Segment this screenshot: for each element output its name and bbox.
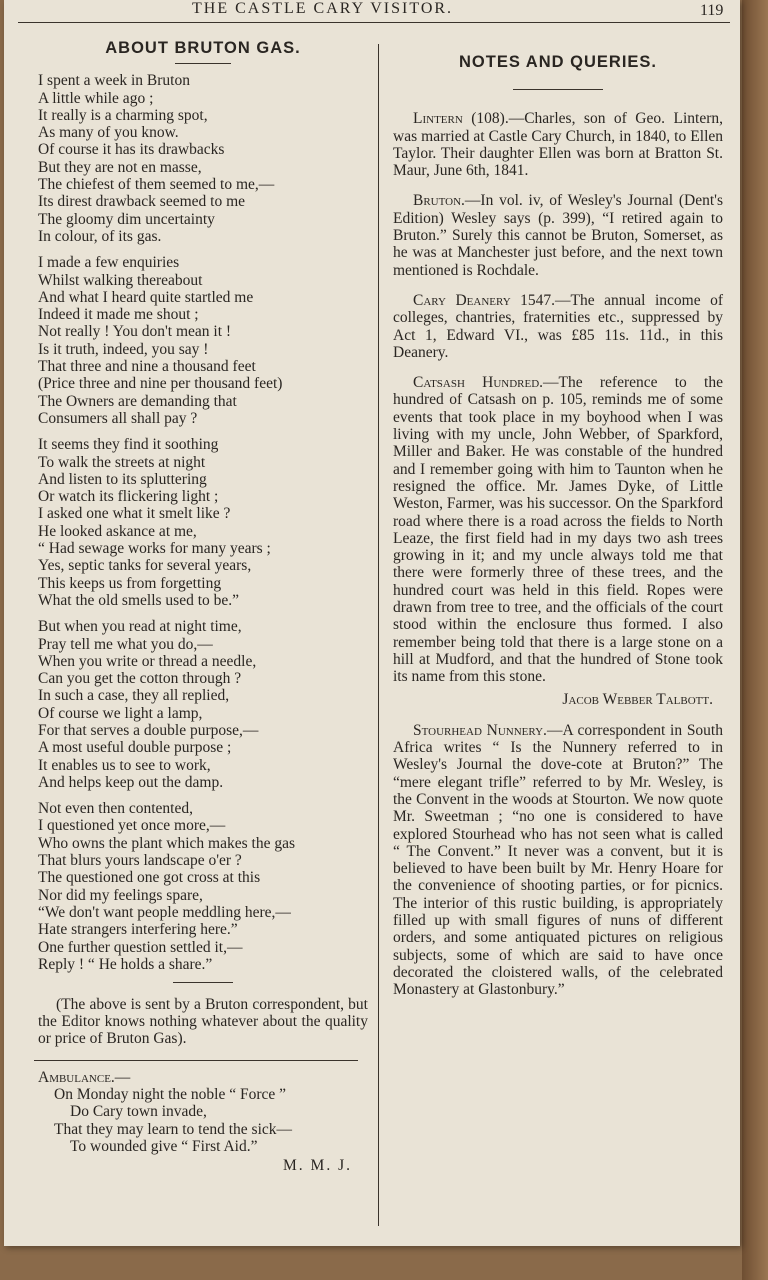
poem-line: Is it truth, indeed, you say ! (38, 340, 209, 358)
note-lead: Cary Deanery (413, 291, 511, 309)
poem-line: The chiefest of them seemed to me,— (38, 176, 275, 194)
ambulance-line: That they may learn to tend the sick— (54, 1120, 293, 1138)
poem-line: (Price three and nine per thousand feet) (38, 375, 283, 393)
poem-line: For that serves a double purpose,— (38, 721, 259, 739)
ambulance-line: On Monday night the noble “ Force ” (54, 1086, 287, 1104)
note-lead: Catsash Hundred. (413, 374, 544, 392)
poem-line: Consumers all shall pay ? (38, 409, 198, 427)
poem-line: Not really ! You don't mean it ! (38, 323, 232, 341)
poem-line: “ Had sewage works for many years ; (38, 540, 271, 558)
poem-line: What the old smells used to be.” (38, 591, 240, 609)
poem-stanza (38, 72, 368, 245)
right-column (393, 52, 723, 1012)
poem-line: Of course it has its drawbacks (38, 141, 225, 159)
note-body: —Charles, son of Geo. Lintern, was married at Castle Cary Church, in 1840, to Ellen Taylor. Their daughter Ellen was born at Bratton St. Maur, June 6th, 1841. (393, 110, 723, 180)
poem-stanza (38, 436, 368, 609)
poem-line: Pray tell me what you do,— (38, 635, 213, 653)
poem-line: Nor did my feelings spare, (38, 886, 203, 904)
title-rule (175, 63, 231, 64)
poem-line: Can you get the cotton through ? (38, 670, 242, 688)
ambulance-heading: Ambulance.— (38, 1068, 131, 1086)
note-body: —The reference to the hundred of Catsash on p. 105, reminds me of some events that took place in my boyhood when I was living with my uncle, John Webber, of Sparkford, Miller and Baker. He was constable of the hundred and I remember going with him to Taunton when he resigned the office. Mr. James Dyke, of Little Weston, Farmer, was his successor. On the Sparkford road where there is a road across the fields to North Leaze, the first field had in my days two ash trees growing in it; and my uncle always told me that there were formerly three of these trees, and the hundred court was held in this field. Ropes were drawn from tree to tree, and the officials of the court stood within the enclosure thus formed. I also remember being told that there is a large stone on a hill at Mudford, and that the hundred of Stone took its name from this stone. (393, 374, 723, 686)
poem-line: The questioned one got cross at this (38, 869, 261, 887)
poem-line: And helps keep out the damp. (38, 773, 224, 791)
ambulance-line: To wounded give “ First Aid.” (70, 1138, 258, 1156)
poem-line: I asked one what it smelt like ? (38, 505, 231, 523)
poem-line: Who owns the plant which makes the gas (38, 834, 295, 852)
poem-line: Its direst drawback seemed to me (38, 193, 246, 211)
poem-line: I spent a week in Bruton (38, 72, 190, 90)
poem-line: The Owners are demanding that (38, 392, 237, 410)
note-body: —In vol. iv, of Wesley's Journal (Dent's Edition) Wesley says (p. 399), “I retired again to Bruton.” Surely this cannot be Bruton, Somerset, as he was at Manchester just before, and the next town mentioned is Rochdale. (393, 192, 723, 279)
poem-stanza (38, 254, 368, 427)
note-entry (393, 374, 723, 685)
poem-line: Of course we light a lamp, (38, 704, 203, 722)
running-header (4, 0, 740, 22)
poem-line: It really is a charming spot, (38, 106, 208, 124)
book-page (4, 0, 740, 1246)
poem-line: To walk the streets at night (38, 453, 206, 471)
note-lead: Bruton. (413, 192, 465, 210)
note-entry (393, 192, 723, 278)
journal-title: THE CASTLE CARY VISITOR. (192, 0, 454, 17)
note-lead: Lintern (108). (413, 110, 509, 128)
poem-line: Hate strangers interfering here.” (38, 921, 238, 939)
note-entry (393, 722, 723, 999)
poem-line: It seems they find it soothing (38, 436, 219, 454)
poem-line: And what I heard quite startled me (38, 288, 254, 306)
note-body: 1547.—The annual income of colleges, chantries, fraternities etc., suppressed by Act 1, Edward VI., was £85 11s. 11d., in this Deanery. (393, 291, 723, 361)
poem-line: When you write or thread a needle, (38, 652, 257, 670)
poem-line: Not even then contented, (38, 800, 193, 818)
left-column (38, 40, 368, 1175)
poem-line: But when you read at night time, (38, 618, 242, 636)
poem-line: That three and nine a thousand feet (38, 358, 256, 376)
note-body: —A correspondent in South Africa writes “ Is the Nunnery referred to in Wesley's Journal the dove-cote at Bruton?” The “mere elegant trifle” referred to by Mr. Wesley, is the Convent in the woods at Stourton. We now quote Mr. Sweetman ; “no one is considered to have explored Stourhead who has not seen what is called “ The Convent.” It never was a convent, but it is believed to have been built by Mr. Henry Hoare for the convenience of shooting parties, or for picnics. The interior of this rustic building, is appropriately filled up with small figures of nuns of different orders, and some antiquated pictures on religious subjects, some of which are said to have once decorated the cloistered walls, of the celebrated Monastery at Glastonbury.” (393, 721, 723, 999)
editor-note: (The above is sent by a Bruton correspondent, but the Editor knows nothing whatever about the quality or price of Bruton Gas). (38, 996, 368, 1047)
note-author: Jacob Webber Talbott. (562, 690, 713, 708)
note-entry (393, 110, 723, 179)
poem-line: It enables us to see to work, (38, 756, 211, 774)
poem-line: Or watch its flickering light ; (38, 488, 219, 506)
page-number: 119 (700, 2, 724, 19)
ambulance-signature: M. M. J. (283, 1157, 352, 1175)
poem-line: In colour, of its gas. (38, 227, 162, 245)
poem-end-rule (173, 982, 233, 983)
poem-line: I made a few enquiries (38, 254, 180, 272)
poem-line: And listen to its spluttering (38, 470, 207, 488)
poem-line: One further question settled it,— (38, 938, 243, 956)
notes-title-rule (513, 89, 603, 90)
section-rule (34, 1060, 358, 1061)
poem-stanza (38, 618, 368, 791)
poem-line: This keeps us from forgetting (38, 574, 222, 592)
poem-line: Yes, septic tanks for several years, (38, 557, 252, 575)
poem (38, 72, 368, 973)
poem-line: In such a case, they all replied, (38, 687, 230, 705)
poem-line: That blurs yours landscape o'er ? (38, 852, 242, 870)
poem-stanza (38, 800, 368, 973)
book-spine (742, 0, 768, 1280)
notes-title: NOTES AND QUERIES. (459, 53, 657, 71)
poem-line: The gloomy dim uncertainty (38, 210, 215, 228)
ambulance-verse (38, 1086, 368, 1155)
column-divider (378, 44, 379, 1226)
note-entry (393, 292, 723, 361)
poem-line: Indeed it made me shout ; (38, 306, 199, 324)
poem-line: A little while ago ; (38, 89, 154, 107)
poem-line: He looked askance at me, (38, 522, 197, 540)
poem-line: As many of you know. (38, 124, 179, 142)
poem-line: A most useful double purpose ; (38, 739, 232, 757)
header-rule (18, 22, 730, 23)
notes-list (393, 110, 723, 998)
poem-line: “We don't want people meddling here,— (38, 903, 291, 921)
poem-line: I questioned yet once more,— (38, 817, 226, 835)
poem-title: ABOUT BRUTON GAS. (105, 39, 301, 57)
poem-line: Whilst walking thereabout (38, 271, 203, 289)
ambulance-line: Do Cary town invade, (70, 1103, 207, 1121)
poem-line: But they are not en masse, (38, 158, 202, 176)
poem-line: Reply ! “ He holds a share.” (38, 955, 213, 973)
note-lead: Stourhead Nunnery. (413, 721, 547, 739)
